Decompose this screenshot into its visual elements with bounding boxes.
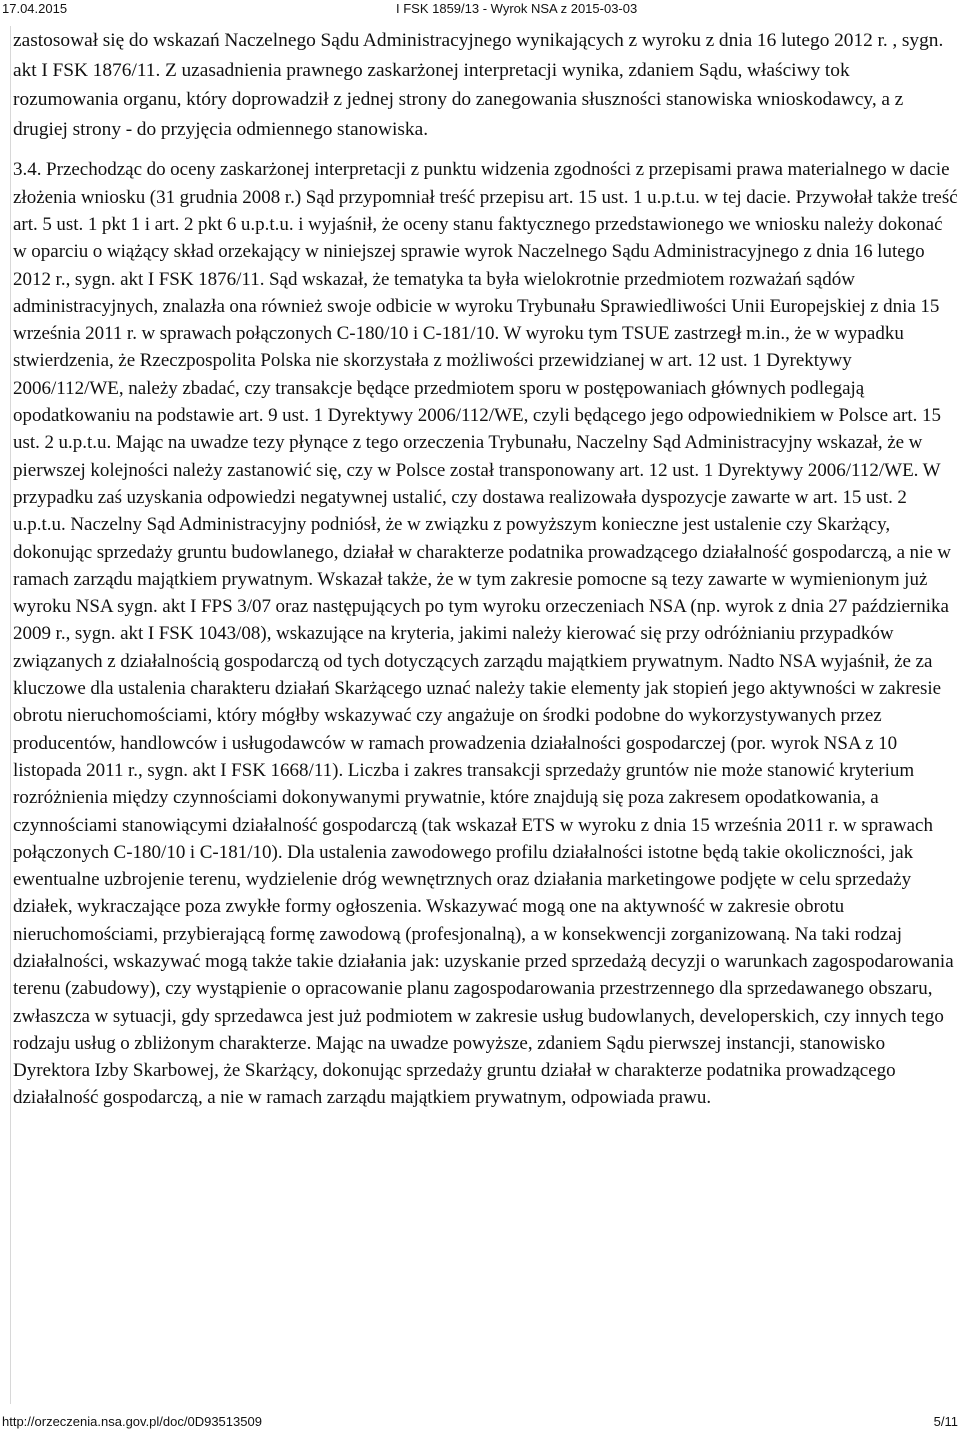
paragraph-3-4: 3.4. Przechodząc do oceny zaskarżonej interpretacji z punktu widzenia zgodności z przepisami prawa materialnego w dacie złożenia wniosku (31 grudnia 2008 r.) Sąd przypomniał treść przepisu art. 15 ust. 1 u.p.t.u. w tej dacie. Przywołał także treść art. 5 ust. 1 pkt 1 i art. 2 pkt 6 u.p.t.u. i wyjaśnił, że oceny stanu faktycznego przedstawionego we wniosku należy dokonać w oparciu o wiążący skład orzekający w niniejszej sprawie wyrok Naczelnego Sądu Administracyjnego z dnia 16 lutego 2012 r., sygn. akt I FSK 1876/11. Sąd wskazał, że tematyka ta była wielokrotnie przedmiotem rozważań sądów administracyjnych, znalazła ona również swoje odbicie w wyroku Trybunału Sprawiedliwości Unii Europejskiej z dnia 15 września 2011 r. w sprawach połączonych C-180/10 i C-181/10. W wyroku tym TSUE zastrzegł m.in., że w wypadku stwierdzenia, że Rzeczpospolita Polska nie skorzystała z możliwości przewidzianej w art. 12 ust. 1 Dyrektywy 2006/112/WE, należy zbadać, czy transakcje będące przedmiotem sporu w postępowaniach głównych podlegają opodatkowaniu na podstawie art. 9 ust. 1 Dyrektywy 2006/112/WE, czyli będącego jego odpowiednikiem w Polsce art. 15 ust. 2 u.p.t.u. Mając na uwadze tezy płynące z tego orzeczenia Trybunału, Naczelny Sąd Administracyjny wskazał, że w pierwszej kolejności należy zastanowić się, czy w Polsce został transponowany art. 12 ust. 1 Dyrektywy 2006/112/WE. W przypadku zaś uzyskania odpowiedzi negatywnej ustalić, czy dostawa realizowała dyspozycje zawarte w art. 15 ust. 2 u.p.t.u. Naczelny Sąd Administracyjny podniósł, że w związku z powyższym konieczne jest ustalenie czy Skarżący, dokonując sprzedaży gruntu budowlanego, działał w charakterze podatnika prowadzącego działalność gospodarczą, a nie w ramach zarządu majątkiem prywatnym. Wskazał także, że w tym zakresie pomocne są tezy zawarte w wymienionym już wyroku NSA sygn. akt I FPS 3/07 oraz następujących po tym wyroku orzeczeniach NSA (np. wyrok z dnia 27 października 2009 r., sygn. akt I FSK 1043/08), wskazujące na kryteria, jakimi należy kierować się przy odróżnianiu przypadków związanych z działalnością gospodarczą od tych dotyczących zarządu majątkiem prywatnym. Nadto NSA wyjaśnił, że za kluczowe dla ustalenia charakteru działań Skarżącego uznać należy takie elementy jak stopień jego aktywności w zakresie obrotu nieruchomościami, który mógłby wskazywać czy angażuje on środki podobne do wykorzystywanych przez producentów, handlowców i usługodawców w ramach prowadzenia działalności gospodarczej (por. wyrok NSA z 10 listopada 2011 r., sygn. akt I FSK 1668/11). Liczba i zakres transakcji sprzedaży gruntów nie może stanowić kryterium rozróżnienia między czynnościami dokonywanymi prywatnie, które znajdują się poza zakresem opodatkowania, a czynnościami stanowiącymi działalność gospodarczą (tak wskazał ETS w wyroku z dnia 15 września 2011 r. w sprawach połączonych C-180/10 i C-181/10). Dla ustalenia zawodowego profilu działalności istotne będą takie okoliczności, jak ewentualne uzbrojenie terenu, wydzielenie dróg wewnętrznych oraz działania marketingowe podjęte w celu sprzedaży działek, wykraczające poza zwykłe formy ogłoszenia. Wskazywać mogą one na aktywność w zakresie obrotu nieruchomościami, przybierającą formę zawodową (profesjonalną), a w konsekwencji zorganizowaną. Na taki rodzaj działalności, wskazywać mogą także takie działania jak: uzyskanie przed sprzedażą decyzji o warunkach zagospodarowania terenu (zabudowy), czy wystąpienie o opracowanie planu zagospodarowania przestrzennego dla sprzedawanego obszaru, zwłaszcza w sytuacji, gdy sprzedawca jest już podmiotem w zakresie usług budowlanych, developerskich, czy innych tego rodzaju usług o zbliżonym charakterze. Mając na uwadze powyższe, zdaniem Sądu pierwszej instancji, stanowisko Dyrektora Izby Skarbowej, że Skarżący, dokonując sprzedaży gruntu działał w charakterze podatnika prowadzącego działalność gospodarczą, a nie w ramach zarządu majątkiem prywatnym, odpowiada prawu.	[13, 159, 958, 1109]
paragraph-continuation: zastosował się do wskazań Naczelnego Sądu Administracyjnego wynikających z wyroku z dnia 16 lutego 2012 r. , sygn. akt I FSK 1876/11. Z uzasadnienia prawnego zaskarżonej interpretacji wynika, zdaniem Sądu, właściwy tok rozumowania organu, który doprowadził z jednej strony do zanegowania słuszności stanowiska wnioskodawcy, a z drugiej strony - do przyjęcia odmiennego stanowiska.	[13, 30, 944, 140]
document-body	[10, 26, 958, 1404]
print-date: 17.04.2015	[2, 1, 68, 16]
document-title: I FSK 1859/13 - Wyrok NSA z 2015-03-03	[396, 1, 638, 16]
page-footer	[0, 1412, 960, 1432]
page-number: 5/11	[933, 1414, 958, 1429]
source-url[interactable]: http://orzeczenia.nsa.gov.pl/doc/0D93513509	[2, 1414, 262, 1429]
page-header	[0, 0, 960, 18]
